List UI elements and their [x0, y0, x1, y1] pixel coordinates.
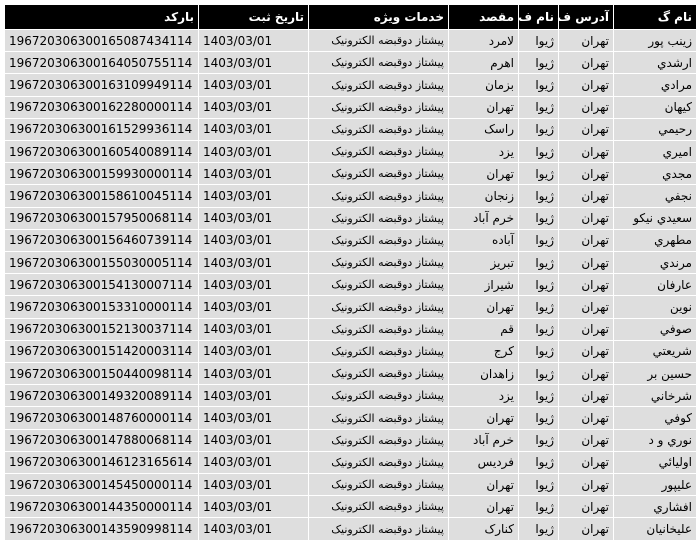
- cell-destination: کنارک: [449, 518, 519, 541]
- cell-name: کیهان: [614, 96, 697, 118]
- cell-name: عارفان: [614, 274, 697, 296]
- table-row: [5, 429, 697, 451]
- cell-name: کوفي: [614, 407, 697, 429]
- cell-service: پیشتاز دوقبضه الکترونیک: [309, 52, 449, 74]
- cell-date: 1403/03/01: [199, 407, 309, 429]
- cell-name: زینب پور: [614, 30, 697, 52]
- cell-destination: کرج: [449, 340, 519, 362]
- cell-service: پیشتاز دوقبضه الکترونیک: [309, 252, 449, 274]
- cell-address: تهران: [559, 318, 614, 340]
- table-row: [5, 340, 697, 362]
- header-row: [5, 5, 697, 30]
- cell-barcode: 196720306300156460739114: [5, 229, 199, 251]
- cell-address: تهران: [559, 141, 614, 163]
- table-row: [5, 74, 697, 96]
- cell-sender: ژیوا: [519, 96, 559, 118]
- cell-date: 1403/03/01: [199, 74, 309, 96]
- cell-name: علیخانیان: [614, 518, 697, 541]
- cell-date: 1403/03/01: [199, 118, 309, 140]
- cell-destination: بزمان: [449, 74, 519, 96]
- cell-destination: اهرم: [449, 52, 519, 74]
- cell-sender: ژیوا: [519, 185, 559, 207]
- cell-date: 1403/03/01: [199, 451, 309, 473]
- header-date: تاریخ ثبت: [199, 5, 309, 30]
- cell-name: مرادي: [614, 74, 697, 96]
- cell-service: پیشتاز دوقبضه الکترونیک: [309, 163, 449, 185]
- cell-name: صوفي: [614, 318, 697, 340]
- shipments-table: [4, 4, 697, 541]
- table-row: [5, 518, 697, 541]
- cell-destination: قم: [449, 318, 519, 340]
- cell-destination: فردیس: [449, 451, 519, 473]
- cell-address: تهران: [559, 407, 614, 429]
- cell-sender: ژیوا: [519, 518, 559, 541]
- cell-destination: تبریز: [449, 252, 519, 274]
- cell-date: 1403/03/01: [199, 52, 309, 74]
- cell-address: تهران: [559, 185, 614, 207]
- cell-address: تهران: [559, 496, 614, 518]
- cell-destination: آباده: [449, 229, 519, 251]
- cell-date: 1403/03/01: [199, 474, 309, 496]
- cell-name: اولیائي: [614, 451, 697, 473]
- table-row: [5, 52, 697, 74]
- cell-name: حسین بر: [614, 363, 697, 385]
- cell-address: تهران: [559, 207, 614, 229]
- cell-name: مرندي: [614, 252, 697, 274]
- table-row: [5, 451, 697, 473]
- cell-address: تهران: [559, 385, 614, 407]
- table-row: [5, 385, 697, 407]
- header-service: خدمات ویژه: [309, 5, 449, 30]
- cell-destination: تهران: [449, 496, 519, 518]
- cell-barcode: 196720306300145450000114: [5, 474, 199, 496]
- cell-sender: ژیوا: [519, 163, 559, 185]
- cell-sender: ژیوا: [519, 407, 559, 429]
- header-destination: مقصد: [449, 5, 519, 30]
- cell-sender: ژیوا: [519, 385, 559, 407]
- cell-barcode: 196720306300155030005114: [5, 252, 199, 274]
- cell-address: تهران: [559, 252, 614, 274]
- cell-sender: ژیوا: [519, 474, 559, 496]
- cell-address: تهران: [559, 163, 614, 185]
- cell-address: تهران: [559, 229, 614, 251]
- cell-name: مجدي: [614, 163, 697, 185]
- cell-sender: ژیوا: [519, 74, 559, 96]
- cell-barcode: 196720306300160540089114: [5, 141, 199, 163]
- cell-destination: یزد: [449, 141, 519, 163]
- cell-service: پیشتاز دوقبضه الکترونیک: [309, 74, 449, 96]
- header-sender: نام ف: [519, 5, 559, 30]
- table-row: [5, 163, 697, 185]
- cell-barcode: 196720306300149320089114: [5, 385, 199, 407]
- table-row: [5, 185, 697, 207]
- cell-sender: ژیوا: [519, 141, 559, 163]
- cell-sender: ژیوا: [519, 429, 559, 451]
- cell-destination: لامرد: [449, 30, 519, 52]
- cell-date: 1403/03/01: [199, 385, 309, 407]
- cell-sender: ژیوا: [519, 30, 559, 52]
- cell-address: تهران: [559, 451, 614, 473]
- cell-barcode: 196720306300164050755114: [5, 52, 199, 74]
- cell-name: افشاري: [614, 496, 697, 518]
- cell-barcode: 196720306300150440098114: [5, 363, 199, 385]
- cell-service: پیشتاز دوقبضه الکترونیک: [309, 185, 449, 207]
- cell-service: پیشتاز دوقبضه الکترونیک: [309, 207, 449, 229]
- cell-sender: ژیوا: [519, 118, 559, 140]
- cell-sender: ژیوا: [519, 252, 559, 274]
- table-row: [5, 207, 697, 229]
- cell-service: پیشتاز دوقبضه الکترونیک: [309, 340, 449, 362]
- cell-barcode: 196720306300162280000114: [5, 96, 199, 118]
- cell-destination: یزد: [449, 385, 519, 407]
- cell-sender: ژیوا: [519, 207, 559, 229]
- cell-name: علیپور: [614, 474, 697, 496]
- cell-address: تهران: [559, 296, 614, 318]
- cell-address: تهران: [559, 96, 614, 118]
- cell-address: تهران: [559, 274, 614, 296]
- cell-service: پیشتاز دوقبضه الکترونیک: [309, 496, 449, 518]
- cell-date: 1403/03/01: [199, 496, 309, 518]
- cell-date: 1403/03/01: [199, 363, 309, 385]
- cell-address: تهران: [559, 74, 614, 96]
- header-name: نام گ: [614, 5, 697, 30]
- cell-destination: خرم آباد: [449, 429, 519, 451]
- cell-barcode: 196720306300148760000114: [5, 407, 199, 429]
- cell-date: 1403/03/01: [199, 185, 309, 207]
- table-row: [5, 296, 697, 318]
- cell-destination: تهران: [449, 296, 519, 318]
- cell-address: تهران: [559, 429, 614, 451]
- cell-address: تهران: [559, 474, 614, 496]
- table-row: [5, 496, 697, 518]
- cell-date: 1403/03/01: [199, 207, 309, 229]
- cell-name: شریعتي: [614, 340, 697, 362]
- cell-date: 1403/03/01: [199, 229, 309, 251]
- cell-date: 1403/03/01: [199, 163, 309, 185]
- cell-sender: ژیوا: [519, 363, 559, 385]
- cell-address: تهران: [559, 340, 614, 362]
- table-row: [5, 96, 697, 118]
- cell-name: نجفي: [614, 185, 697, 207]
- cell-service: پیشتاز دوقبضه الکترونیک: [309, 141, 449, 163]
- cell-barcode: 196720306300143590998114: [5, 518, 199, 541]
- cell-sender: ژیوا: [519, 296, 559, 318]
- table-row: [5, 274, 697, 296]
- cell-service: پیشتاز دوقبضه الکترونیک: [309, 474, 449, 496]
- table-row: [5, 318, 697, 340]
- cell-destination: تهران: [449, 163, 519, 185]
- cell-barcode: 196720306300153310000114: [5, 296, 199, 318]
- cell-service: پیشتاز دوقبضه الکترونیک: [309, 229, 449, 251]
- cell-date: 1403/03/01: [199, 296, 309, 318]
- cell-barcode: 196720306300163109949114: [5, 74, 199, 96]
- cell-destination: راسک: [449, 118, 519, 140]
- cell-barcode: 196720306300165087434114: [5, 30, 199, 52]
- cell-name: نوري و د: [614, 429, 697, 451]
- cell-service: پیشتاز دوقبضه الکترونیک: [309, 118, 449, 140]
- header-barcode: بارکد: [5, 5, 199, 30]
- cell-name: نوین: [614, 296, 697, 318]
- cell-sender: ژیوا: [519, 52, 559, 74]
- cell-date: 1403/03/01: [199, 96, 309, 118]
- cell-service: پیشتاز دوقبضه الکترونیک: [309, 385, 449, 407]
- cell-barcode: 196720306300146123165614: [5, 451, 199, 473]
- cell-service: پیشتاز دوقبضه الکترونیک: [309, 451, 449, 473]
- table-row: [5, 229, 697, 251]
- cell-address: تهران: [559, 118, 614, 140]
- cell-barcode: 196720306300157950068114: [5, 207, 199, 229]
- cell-date: 1403/03/01: [199, 518, 309, 541]
- cell-destination: تهران: [449, 474, 519, 496]
- cell-address: تهران: [559, 518, 614, 541]
- cell-service: پیشتاز دوقبضه الکترونیک: [309, 407, 449, 429]
- cell-date: 1403/03/01: [199, 318, 309, 340]
- cell-address: تهران: [559, 363, 614, 385]
- cell-service: پیشتاز دوقبضه الکترونیک: [309, 318, 449, 340]
- table-row: [5, 118, 697, 140]
- cell-sender: ژیوا: [519, 274, 559, 296]
- cell-service: پیشتاز دوقبضه الکترونیک: [309, 96, 449, 118]
- cell-name: سعیدي نیکو: [614, 207, 697, 229]
- cell-date: 1403/03/01: [199, 429, 309, 451]
- cell-barcode: 196720306300158610045114: [5, 185, 199, 207]
- table-row: [5, 474, 697, 496]
- cell-address: تهران: [559, 52, 614, 74]
- table-row: [5, 141, 697, 163]
- table-row: [5, 252, 697, 274]
- cell-sender: ژیوا: [519, 318, 559, 340]
- cell-date: 1403/03/01: [199, 274, 309, 296]
- cell-name: ارشدي: [614, 52, 697, 74]
- cell-service: پیشتاز دوقبضه الکترونیک: [309, 363, 449, 385]
- cell-date: 1403/03/01: [199, 252, 309, 274]
- cell-destination: شیراز: [449, 274, 519, 296]
- cell-service: پیشتاز دوقبضه الکترونیک: [309, 296, 449, 318]
- table-row: [5, 407, 697, 429]
- cell-date: 1403/03/01: [199, 141, 309, 163]
- cell-destination: تهران: [449, 407, 519, 429]
- header-address: آدرس ف: [559, 5, 614, 30]
- cell-barcode: 196720306300154130007114: [5, 274, 199, 296]
- table-row: [5, 30, 697, 52]
- cell-name: امیري: [614, 141, 697, 163]
- cell-barcode: 196720306300152130037114: [5, 318, 199, 340]
- cell-name: مطهري: [614, 229, 697, 251]
- cell-address: تهران: [559, 30, 614, 52]
- cell-service: پیشتاز دوقبضه الکترونیک: [309, 30, 449, 52]
- cell-sender: ژیوا: [519, 496, 559, 518]
- cell-sender: ژیوا: [519, 451, 559, 473]
- cell-date: 1403/03/01: [199, 340, 309, 362]
- cell-service: پیشتاز دوقبضه الکترونیک: [309, 518, 449, 541]
- cell-barcode: 196720306300161529936114: [5, 118, 199, 140]
- cell-barcode: 196720306300159930000114: [5, 163, 199, 185]
- cell-barcode: 196720306300144350000114: [5, 496, 199, 518]
- cell-service: پیشتاز دوقبضه الکترونیک: [309, 274, 449, 296]
- cell-date: 1403/03/01: [199, 30, 309, 52]
- cell-barcode: 196720306300151420003114: [5, 340, 199, 362]
- cell-destination: خرم آباد: [449, 207, 519, 229]
- cell-service: پیشتاز دوقبضه الکترونیک: [309, 429, 449, 451]
- cell-destination: زنجان: [449, 185, 519, 207]
- cell-destination: تهران: [449, 96, 519, 118]
- cell-barcode: 196720306300147880068114: [5, 429, 199, 451]
- cell-name: شرخاني: [614, 385, 697, 407]
- cell-destination: زاهدان: [449, 363, 519, 385]
- cell-sender: ژیوا: [519, 229, 559, 251]
- cell-name: رحیمي: [614, 118, 697, 140]
- table-row: [5, 363, 697, 385]
- cell-sender: ژیوا: [519, 340, 559, 362]
